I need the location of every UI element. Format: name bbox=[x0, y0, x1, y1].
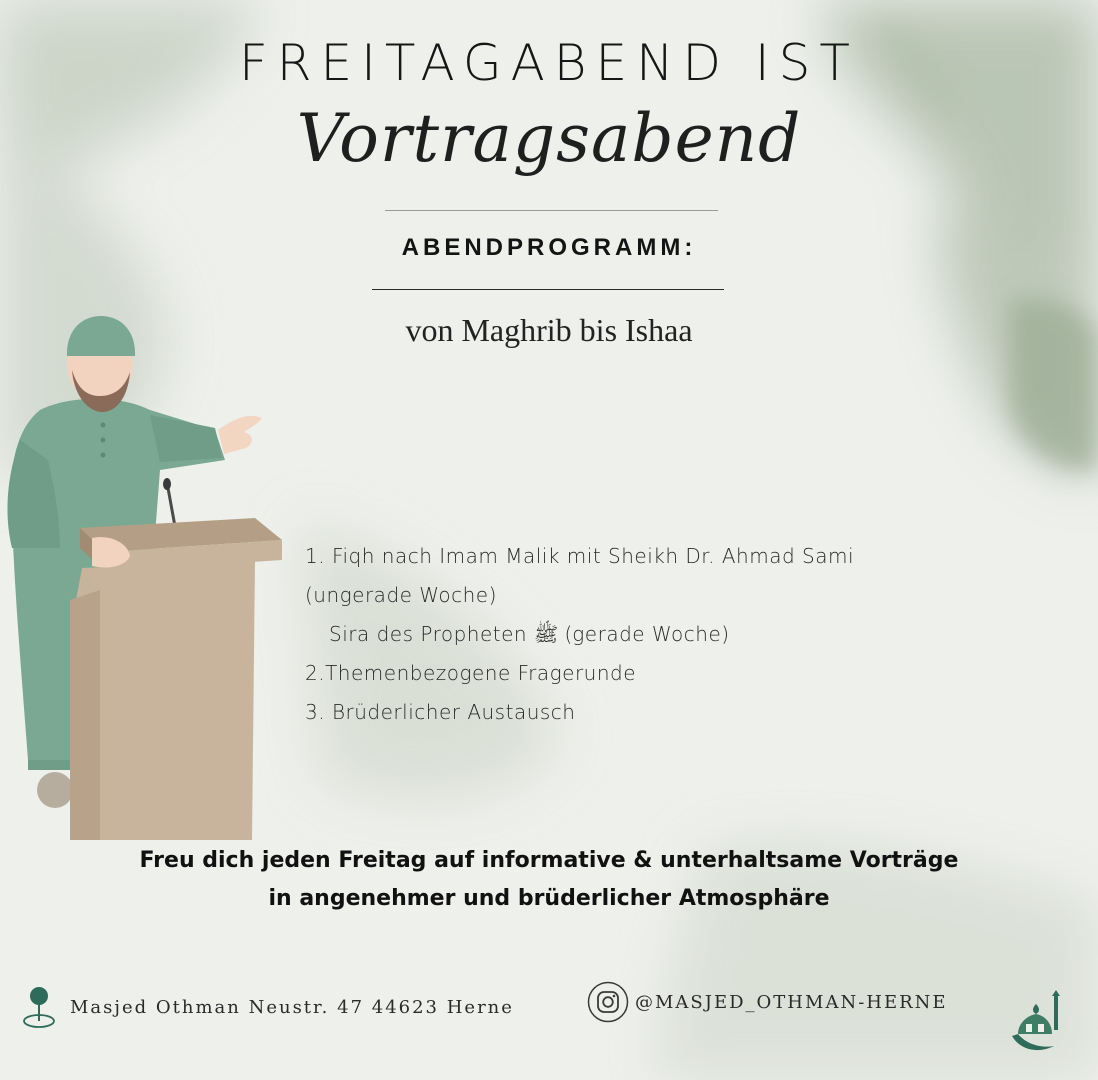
subheadline-script: Vortragsabend bbox=[296, 100, 802, 177]
program-item-1-alt: Sira des Propheten ﷺ (gerade Woche) bbox=[329, 622, 730, 646]
instagram-block[interactable] bbox=[587, 981, 948, 1023]
divider-top bbox=[385, 210, 718, 211]
instagram-handle: @MASJED_OTHMAN-HERNE bbox=[635, 991, 948, 1013]
program-list bbox=[305, 537, 1005, 732]
headline: FREITAGABEND IST bbox=[239, 34, 859, 92]
program-item-1: 1. Fiqh nach Imam Malik mit Sheikh Dr. Ahmad Sami bbox=[305, 544, 855, 568]
program-item-2: 2.Themenbezogene Fragerunde bbox=[305, 661, 637, 685]
tagline-line-2: in angenehmer und brüderlicher Atmosphäre bbox=[268, 886, 830, 911]
speaker-at-podium-illustration bbox=[0, 310, 300, 850]
divider-bottom bbox=[372, 289, 724, 290]
location-pin-icon bbox=[22, 985, 56, 1029]
tagline bbox=[0, 842, 1098, 918]
program-item-1-note: (ungerade Woche) bbox=[305, 583, 497, 607]
program-item-3: 3. Brüderlicher Austausch bbox=[305, 700, 576, 724]
time-range: von Maghrib bis Ishaa bbox=[405, 312, 693, 348]
section-title: ABENDPROGRAMM: bbox=[401, 234, 697, 261]
mosque-logo bbox=[1004, 990, 1066, 1058]
address-block bbox=[22, 985, 514, 1029]
tagline-line-1: Freu dich jeden Freitag auf informative & unterhaltsame Vorträge bbox=[139, 848, 959, 873]
address-text: Masjed Othman Neustr. 47 44623 Herne bbox=[70, 996, 514, 1018]
instagram-icon bbox=[587, 981, 629, 1023]
